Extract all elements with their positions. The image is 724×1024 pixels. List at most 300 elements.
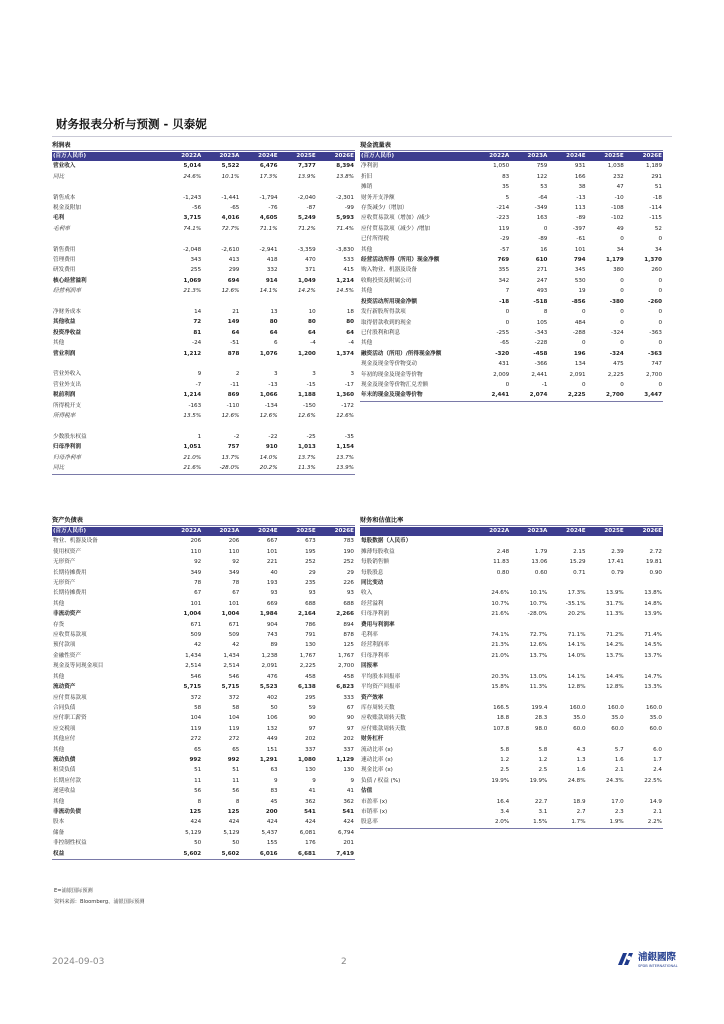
cell-value: -22 xyxy=(268,433,278,440)
table-row xyxy=(52,234,355,244)
cell-value: 415 xyxy=(343,267,354,274)
cell-value: 47 xyxy=(616,184,624,191)
row-label: 平均资产回报率 xyxy=(361,684,401,691)
table-row xyxy=(360,682,663,692)
row-label: 其他收益 xyxy=(53,319,76,326)
cell-value: 3.1 xyxy=(538,808,548,815)
cell-value: 783 xyxy=(343,538,354,545)
row-label: 税前利润 xyxy=(53,392,76,399)
cell-value: 5.8 xyxy=(538,746,548,753)
cell-value: 119 xyxy=(498,225,510,232)
cell-value: 5,014 xyxy=(183,163,202,170)
cell-value: 11.83 xyxy=(493,559,510,566)
cell-value: 12.6% xyxy=(297,413,316,420)
cell-value: 362 xyxy=(305,798,316,805)
cell-value: 64 xyxy=(269,329,278,336)
row-label: 净利润 xyxy=(361,163,378,170)
cell-value: 18.8 xyxy=(496,715,510,722)
cell-value: 1,129 xyxy=(336,756,354,763)
cell-value: 332 xyxy=(266,267,278,274)
cell-value: -61 xyxy=(576,236,586,243)
cell-value: 83 xyxy=(502,173,510,180)
header-year: 2022A xyxy=(164,152,202,161)
header-year: 2024E xyxy=(240,152,278,161)
cell-value: 56 xyxy=(232,788,240,795)
row-label: 储备 xyxy=(53,829,65,836)
cell-value: 271 xyxy=(536,267,548,274)
cell-value: -87 xyxy=(306,205,316,212)
row-label: 每股数据（人民币） xyxy=(361,538,412,545)
table-row xyxy=(360,338,663,348)
cell-value: 14.5% xyxy=(644,642,662,649)
cell-value: 6.0 xyxy=(653,746,662,753)
table-row xyxy=(52,411,355,421)
cell-value: 2.1 xyxy=(614,767,624,774)
cell-value xyxy=(279,297,317,307)
cell-value: 5,602 xyxy=(221,850,240,857)
cell-value: 0 xyxy=(620,340,624,347)
table-row xyxy=(360,786,663,796)
cell-value: 7 xyxy=(505,288,510,295)
cell-value: -2,610 xyxy=(221,246,240,253)
cell-value: 1,038 xyxy=(607,163,624,170)
row-label: 投资活动所用现金净额 xyxy=(361,298,417,305)
cell-value: 6,081 xyxy=(299,829,316,836)
cell-value: 49 xyxy=(616,225,624,232)
table-row xyxy=(360,349,663,359)
cell-value xyxy=(164,234,202,244)
table-row xyxy=(360,713,663,723)
cell-value xyxy=(587,536,625,546)
table-row xyxy=(52,536,355,546)
cell-value: 9 xyxy=(274,777,278,784)
cell-value xyxy=(279,234,317,244)
cell-value: 21 xyxy=(232,309,240,316)
cell-value: 372 xyxy=(228,694,240,701)
cell-value: 424 xyxy=(343,819,354,826)
cell-value: 2,700 xyxy=(337,663,354,670)
cell-value: 1.5% xyxy=(533,819,548,826)
table-row xyxy=(360,745,663,755)
cell-value xyxy=(240,422,278,432)
row-label: 权益 xyxy=(53,850,65,857)
table-row xyxy=(52,776,355,786)
cell-value: 13.9% xyxy=(605,590,624,597)
table-row xyxy=(52,276,355,286)
cell-value: 90 xyxy=(346,715,354,722)
header-year: 2024E xyxy=(548,152,586,161)
table-row xyxy=(360,640,663,650)
logo-text-en: SPDB INTERNATIONAL xyxy=(638,964,678,968)
cell-value: 6,681 xyxy=(298,850,316,857)
cell-value: 2,266 xyxy=(336,611,354,618)
cell-value: 21.6% xyxy=(183,465,202,472)
header-year: 2022A xyxy=(164,527,202,536)
cell-value: 458 xyxy=(343,673,354,680)
cell-value: 35.0 xyxy=(611,715,624,722)
cell-value: -134 xyxy=(264,402,278,409)
row-label: 投资净收益 xyxy=(53,329,81,336)
cell-value xyxy=(625,693,663,703)
table-row xyxy=(360,672,663,682)
row-label: 其他 xyxy=(361,288,373,295)
header-year: 2025E xyxy=(279,527,317,536)
table-row xyxy=(360,234,663,244)
row-label: 税金及附加 xyxy=(53,205,81,212)
section-end-rule xyxy=(52,474,355,475)
cell-value: 14.8% xyxy=(644,600,662,607)
row-label: 现金及等同现金项目 xyxy=(53,663,104,670)
cell-value: 52 xyxy=(654,225,662,232)
cell-value: 1,434 xyxy=(185,652,202,659)
cell-value: 910 xyxy=(265,444,278,451)
cell-value: 20.3% xyxy=(491,673,510,680)
row-label: 财务杠杆 xyxy=(361,736,384,743)
cell-value: 90 xyxy=(308,715,316,722)
row-label: 无形资产 xyxy=(53,580,76,587)
table-row xyxy=(52,338,355,348)
cell-value: 5,523 xyxy=(259,684,278,691)
row-label: 长期待摊费用 xyxy=(53,590,87,597)
cell-value: 343 xyxy=(190,257,202,264)
table-row xyxy=(52,765,355,775)
cell-value: 19.81 xyxy=(645,559,662,566)
row-label: 归母净利润 xyxy=(361,611,389,618)
table-row xyxy=(52,609,355,619)
cell-value: 402 xyxy=(266,694,278,701)
cell-value: 190 xyxy=(343,548,354,555)
row-label: 经营活动所得（所用）现金净额 xyxy=(361,257,440,264)
cell-value: 101 xyxy=(190,600,202,607)
row-label: 费用与利润率 xyxy=(361,621,395,628)
cell-value: 13.8% xyxy=(644,590,662,597)
cell-value: 272 xyxy=(190,736,202,743)
row-label: 速动比率 (x) xyxy=(361,756,393,763)
header-year: 2022A xyxy=(472,527,510,536)
cell-value: 193 xyxy=(266,580,278,587)
row-label: 销售成本 xyxy=(53,194,76,201)
cell-value: 362 xyxy=(343,798,354,805)
cell-value: 19 xyxy=(578,288,586,295)
cell-value: 424 xyxy=(305,819,316,826)
cell-value: 226 xyxy=(343,580,354,587)
row-label: 毛利率 xyxy=(53,225,70,232)
cell-value: 60.0 xyxy=(611,725,624,732)
cell-value: 1.6 xyxy=(576,767,586,774)
cell-value: 14.9 xyxy=(649,798,662,805)
cell-value: 0 xyxy=(658,277,662,284)
cell-value: 7,419 xyxy=(336,850,354,857)
cell-value: 12.6% xyxy=(529,642,548,649)
cell-value: 1,179 xyxy=(606,257,624,264)
cell-value: 38 xyxy=(578,184,586,191)
cell-value xyxy=(625,620,663,630)
header-year: 2024E xyxy=(548,527,586,536)
table-row xyxy=(360,390,663,400)
row-label xyxy=(52,422,164,432)
cell-value: -15 xyxy=(306,381,316,388)
cell-value: -7 xyxy=(195,381,202,388)
table-row xyxy=(360,172,663,182)
row-label: 归母净利润 xyxy=(53,444,81,451)
cell-value: 21.3% xyxy=(183,288,202,295)
cell-value: -2,941 xyxy=(259,246,278,253)
cell-value: 34 xyxy=(654,246,662,253)
cell-value: 19.9% xyxy=(491,777,510,784)
cell-value: 13.7% xyxy=(529,652,548,659)
cell-value: -108 xyxy=(611,205,624,212)
table-row xyxy=(52,807,355,817)
cell-value xyxy=(472,578,510,588)
cell-value: 1,154 xyxy=(336,444,354,451)
cell-value: -56 xyxy=(192,205,202,212)
cell-value: 2,164 xyxy=(298,611,316,618)
table-row xyxy=(52,213,355,223)
cell-value: 206 xyxy=(228,538,240,545)
cell-value: 125 xyxy=(189,808,202,815)
cell-value: 1,360 xyxy=(336,392,354,399)
row-label: 现金比率 (x) xyxy=(361,767,393,774)
cell-value: 17.3% xyxy=(259,173,278,180)
table-row xyxy=(52,317,355,327)
table-row xyxy=(52,328,355,338)
row-label: 无形资产 xyxy=(53,559,76,566)
cell-value: -214 xyxy=(496,205,510,212)
cell-value: -2,301 xyxy=(335,194,354,201)
table-row xyxy=(52,838,355,848)
cell-value: -288 xyxy=(572,329,586,336)
table-row xyxy=(52,828,355,838)
table-row xyxy=(360,776,663,786)
row-label: 毛利 xyxy=(53,215,65,222)
cell-value xyxy=(317,234,355,244)
cell-value: 3 xyxy=(274,371,278,378)
cell-value: 878 xyxy=(343,632,354,639)
table-row xyxy=(360,651,663,661)
cell-value: -29 xyxy=(500,236,510,243)
cell-value: 24.8% xyxy=(567,777,586,784)
footer-date: 2024-09-03 xyxy=(52,957,105,967)
cell-value: 71.1% xyxy=(259,225,278,232)
cell-value: 759 xyxy=(536,163,548,170)
cell-value: 101 xyxy=(574,246,586,253)
table-row xyxy=(52,755,355,765)
cell-value: 8 xyxy=(235,798,240,805)
cell-value xyxy=(240,359,278,369)
row-label: 归母净利率 xyxy=(53,454,81,461)
cell-value: 1,374 xyxy=(336,350,354,357)
cell-value: 71.4% xyxy=(336,225,354,232)
cell-value: 12.6% xyxy=(221,288,240,295)
cell-value: 786 xyxy=(305,621,316,628)
table-row xyxy=(360,193,663,203)
cell-value: 1,080 xyxy=(298,756,316,763)
cell-value xyxy=(164,182,202,192)
cell-value: 72 xyxy=(193,319,202,326)
row-label: 存货 xyxy=(53,621,65,628)
cell-value: 13.06 xyxy=(531,559,548,566)
table-row xyxy=(360,297,663,307)
section-title: 财务和估值比率 xyxy=(360,517,404,524)
cell-value: 93 xyxy=(346,590,354,597)
row-label: 其他 xyxy=(53,746,65,753)
row-label: 估值 xyxy=(361,788,373,795)
cell-value: 14.7% xyxy=(644,673,662,680)
table-row xyxy=(52,620,355,630)
cell-value: 4,605 xyxy=(259,215,278,222)
table-row xyxy=(52,307,355,317)
table-row xyxy=(360,359,663,369)
cell-value: 13.7% xyxy=(605,652,624,659)
cell-value: 5,602 xyxy=(183,850,202,857)
cell-value: 28.3 xyxy=(534,715,548,722)
cell-value: 196 xyxy=(573,350,586,357)
cell-value: 64 xyxy=(346,329,354,336)
financial-ratios-section xyxy=(360,516,663,829)
cell-value: 2,514 xyxy=(185,663,202,670)
row-label: 回报率 xyxy=(361,663,378,670)
row-label: 财务开支净额 xyxy=(361,194,395,201)
cell-value xyxy=(625,786,663,796)
table-row xyxy=(360,547,663,557)
balance-sheet-section xyxy=(52,516,355,860)
cell-value: 0 xyxy=(505,381,510,388)
row-label: 年初的现金及现金等价物 xyxy=(361,371,423,378)
cell-value: -324 xyxy=(609,350,624,357)
cell-value: 35.0 xyxy=(573,715,586,722)
cell-value: -4 xyxy=(310,340,316,347)
cell-value: 163 xyxy=(536,215,548,222)
table-row xyxy=(360,765,663,775)
cell-value: 671 xyxy=(228,621,240,628)
cell-value: 1.9% xyxy=(609,819,624,826)
cell-value: 51 xyxy=(654,184,662,191)
cell-value: 20.2% xyxy=(567,611,586,618)
page-number: 2 xyxy=(341,957,347,967)
cell-value: 81 xyxy=(193,329,202,336)
cell-value: -150 xyxy=(303,402,316,409)
header-unit-label: (百万人民币) xyxy=(360,152,472,161)
cell-value: 533 xyxy=(343,257,354,264)
cell-value: 0 xyxy=(658,319,662,326)
table-row xyxy=(52,557,355,567)
cell-value: 9 xyxy=(197,371,202,378)
cell-value: 345 xyxy=(574,267,586,274)
cell-value: 255 xyxy=(190,267,202,274)
cell-value: 53 xyxy=(540,184,548,191)
cell-value xyxy=(625,661,663,671)
cell-value xyxy=(587,578,625,588)
cell-value: 71.1% xyxy=(567,632,586,639)
cell-value: 0.90 xyxy=(649,569,662,576)
cell-value xyxy=(548,620,586,630)
income-statement-section xyxy=(52,141,355,475)
row-label: 预付款项 xyxy=(53,642,76,649)
row-label: 负债 / 权益 (%) xyxy=(361,777,401,784)
cell-value xyxy=(548,734,586,744)
cell-value: 2.39 xyxy=(611,548,624,555)
cell-value: 794 xyxy=(573,257,586,264)
cell-value: 371 xyxy=(305,267,316,274)
cell-value: -397 xyxy=(572,225,586,232)
cell-value: 1,200 xyxy=(298,350,316,357)
cell-value: 1,189 xyxy=(645,163,662,170)
row-label: 长期待摊费用 xyxy=(53,569,87,576)
row-label: 平均股本回报率 xyxy=(361,673,401,680)
cell-value: 14.2% xyxy=(297,288,316,295)
cell-value: 0 xyxy=(505,319,510,326)
table-row xyxy=(52,682,355,692)
row-label xyxy=(52,234,164,244)
cell-value: 0 xyxy=(658,236,662,243)
cell-value: 10.7% xyxy=(529,600,548,607)
cell-value: 202 xyxy=(343,736,354,743)
table-row xyxy=(360,817,663,827)
table-row xyxy=(52,817,355,827)
header-year: 2025E xyxy=(587,152,625,161)
section-rule xyxy=(52,150,355,151)
row-label: 营业收入 xyxy=(53,163,76,170)
cell-value: -10 xyxy=(614,194,624,201)
row-label: 存货减少/（增加） xyxy=(361,205,408,212)
cell-value: 71.2% xyxy=(297,225,316,232)
cell-value: 101 xyxy=(228,600,240,607)
cell-value: 125 xyxy=(343,642,354,649)
cell-value: 2,700 xyxy=(645,371,662,378)
cell-value: 71.2% xyxy=(605,632,624,639)
cell-value: 11 xyxy=(194,777,202,784)
cell-value: 5.7 xyxy=(614,746,624,753)
table-row xyxy=(360,255,663,265)
cell-value: 201 xyxy=(343,840,354,847)
cell-value: 418 xyxy=(266,257,278,264)
cell-value: 160.0 xyxy=(645,704,662,711)
cell-value: 93 xyxy=(270,590,278,597)
cell-value: 3 xyxy=(350,371,354,378)
cell-value: 6,016 xyxy=(259,850,278,857)
cell-value: 0 xyxy=(620,288,624,295)
cell-value: 291 xyxy=(651,173,662,180)
table-row xyxy=(52,568,355,578)
row-label: 股息率 xyxy=(361,819,378,826)
cell-value: 5,437 xyxy=(261,829,278,836)
cell-value: 3,715 xyxy=(183,215,202,222)
cell-value: 97 xyxy=(308,725,316,732)
section-end-rule xyxy=(52,859,355,860)
cell-value: -856 xyxy=(571,298,586,305)
cell-value: 6,794 xyxy=(337,829,354,836)
cell-value: 2.2% xyxy=(647,819,662,826)
section-title: 现金流量表 xyxy=(360,142,391,149)
cell-value: 1,214 xyxy=(183,392,202,399)
table-row xyxy=(360,568,663,578)
cell-value: 9 xyxy=(312,777,316,784)
cell-value: 13.7% xyxy=(297,454,316,461)
cell-value: 546 xyxy=(228,673,240,680)
cell-value: 769 xyxy=(497,257,510,264)
cell-value: 449 xyxy=(266,736,278,743)
cell-value: 355 xyxy=(498,267,510,274)
cell-value: -89 xyxy=(576,215,586,222)
cell-value: 2.5 xyxy=(538,767,548,774)
cell-value: 235 xyxy=(305,580,316,587)
cell-value: 0.71 xyxy=(573,569,586,576)
cell-value: 5,129 xyxy=(185,829,202,836)
cell-value: -255 xyxy=(496,329,510,336)
table-row xyxy=(360,599,663,609)
section-title: 资产负债表 xyxy=(52,517,83,524)
cell-value: -28.0% xyxy=(219,465,240,472)
